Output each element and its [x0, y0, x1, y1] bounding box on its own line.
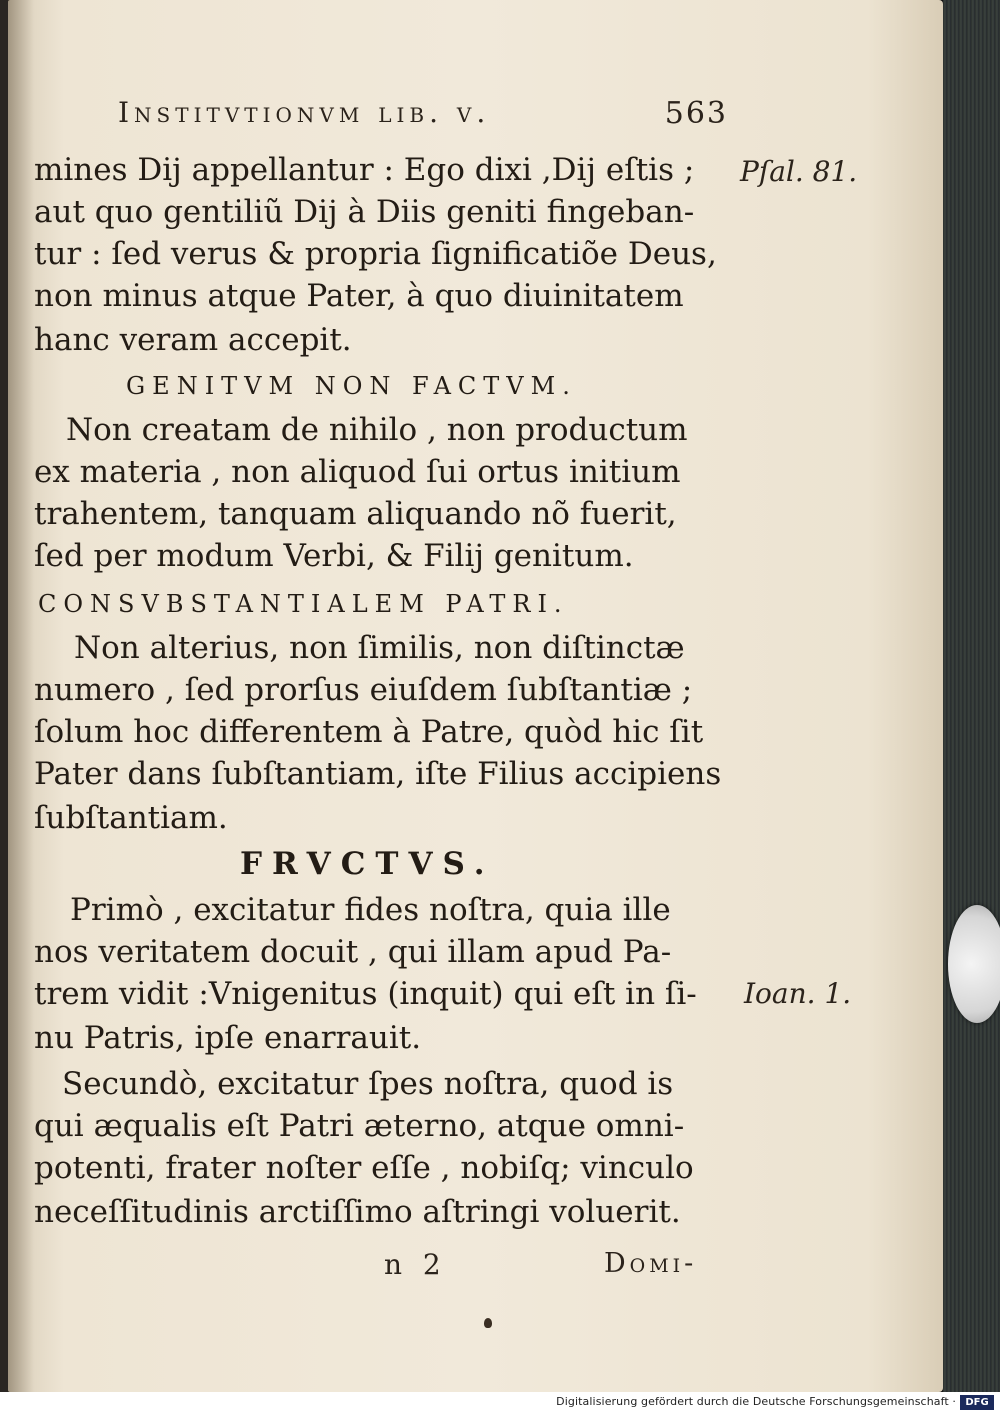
fore-edge — [943, 0, 1000, 1392]
text-line: ſubſtantiam. — [34, 800, 228, 836]
text-line: trahentem, tanquam aliquando nõ fuerit, — [34, 496, 677, 532]
text-line: ex materia , non aliquod ſui ortus initium — [34, 454, 681, 490]
catchword: Domi- — [604, 1248, 698, 1279]
credit-bar — [0, 1392, 1000, 1414]
text-line: trem vidit :Vnigenitus (inquit) qui eſt in ſi- — [34, 976, 697, 1012]
page-header — [118, 96, 728, 136]
text-line: Non creatam de nihilo , non productum — [66, 412, 688, 448]
text-line: Primò , excitatur fides noſtra, quia ille — [70, 892, 671, 928]
section-heading-genitum: GENITVM NON FACTVM. — [126, 372, 577, 400]
text-line: non minus atque Pater, à quo diuinitatem — [34, 278, 684, 314]
text-line: mines Dij appellantur : Ego dixi ,Dij eſtis ; — [34, 152, 695, 188]
text-line: ſolum hoc differentem à Patre, quòd hic ſit — [34, 714, 704, 750]
running-title: Institvtionvm lib. v. — [118, 96, 491, 129]
credit-text: Digitalisierung gefördert durch die Deutsche Forschungsgemeinschaft · — [556, 1395, 956, 1408]
text-line: hanc veram accepit. — [34, 322, 352, 358]
text-line: Non alterius, non ſimilis, non diſtinctæ — [74, 630, 685, 666]
text-line: ſed per modum Verbi, & Filij genitum. — [34, 538, 634, 574]
ornament-mark — [484, 1318, 492, 1328]
dfg-logo-icon: DFG — [960, 1395, 994, 1410]
page-clip — [948, 905, 1000, 1023]
text-line: nu Patris, ipſe enarrauit. — [34, 1020, 422, 1056]
text-line: qui æqualis eſt Patri æterno, atque omni- — [34, 1108, 685, 1144]
page-number: 563 — [664, 96, 728, 131]
text-line: neceſſitudinis arctiſſimo aſtringi voluerit. — [34, 1194, 681, 1230]
text-line: aut quo gentiliũ Dij à Diis geniti fingeban- — [34, 194, 695, 230]
binding-edge — [0, 0, 8, 1392]
text-line: tur : ſed verus & propria ſignificatiõe Deus, — [34, 236, 717, 272]
text-line: nos veritatem docuit , qui illam apud Pa- — [34, 934, 672, 970]
text-line: numero , ſed prorſus eiuſdem ſubſtantiæ ; — [34, 672, 693, 708]
section-heading-fructus: FRVCTVS. — [240, 846, 495, 882]
page-footer — [0, 1248, 1000, 1288]
text-line: Pater dans ſubſtantiam, iſte Filius accipiens — [34, 756, 722, 792]
gutter-shadow — [8, 0, 34, 1392]
margin-note-ioan: Ioan. 1. — [744, 977, 852, 1010]
margin-note-psalm: Pſal. 81. — [740, 155, 858, 188]
section-heading-consubstantialem: CONSVBSTANTIALEM PATRI. — [38, 590, 569, 618]
text-line: potenti, frater noſter eſſe , nobiſq; vinculo — [34, 1150, 694, 1186]
text-line: Secundò, excitatur ſpes noſtra, quod is — [62, 1066, 674, 1102]
signature-mark: n 2 — [384, 1248, 447, 1281]
